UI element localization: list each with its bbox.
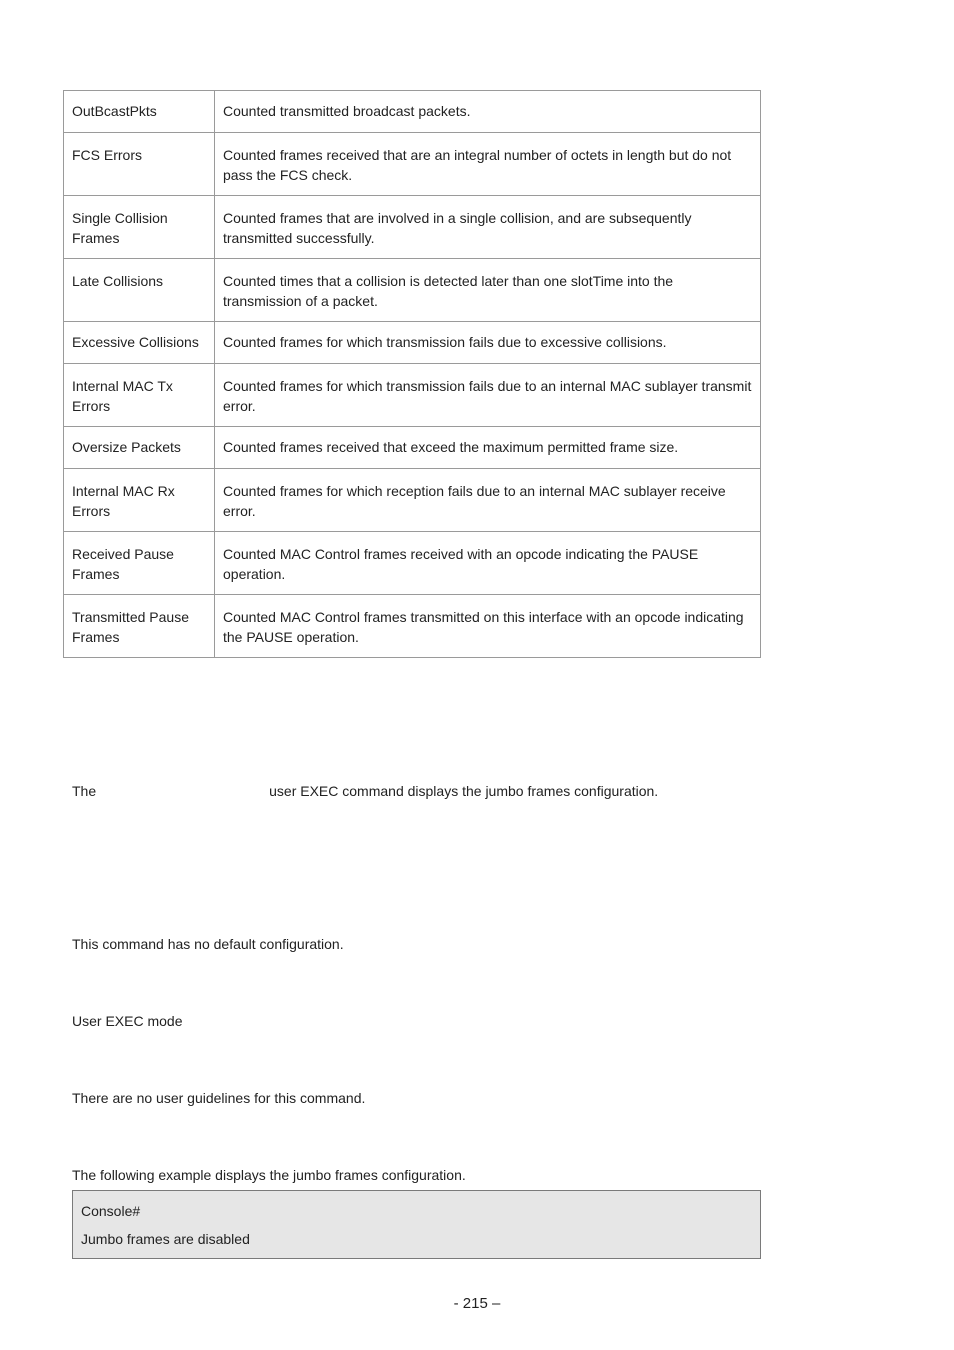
counter-description: Counted frames that are involved in a single collision, and are subsequently transmitted successfully. bbox=[215, 196, 761, 259]
counter-name: Late Collisions bbox=[64, 259, 215, 322]
command-intro-paragraph bbox=[72, 782, 658, 800]
counter-name: Internal MAC Tx Errors bbox=[64, 364, 215, 427]
table-row bbox=[64, 196, 761, 259]
table-row bbox=[64, 322, 761, 364]
command-mode-text: User EXEC mode bbox=[72, 1013, 183, 1029]
counter-description: Counted times that a collision is detected later than one slotTime into the transmission of a packet. bbox=[215, 259, 761, 322]
counter-name: Excessive Collisions bbox=[64, 322, 215, 364]
counter-name: Single Collision Frames bbox=[64, 196, 215, 259]
counter-description: Counted frames for which transmission fails due to an internal MAC sublayer transmit error. bbox=[215, 364, 761, 427]
counter-description: Counted frames received that are an integral number of octets in length but do not pass the FCS check. bbox=[215, 133, 761, 196]
table-row bbox=[64, 532, 761, 595]
intro-prefix: The bbox=[72, 783, 97, 799]
table-row bbox=[64, 595, 761, 658]
table-row bbox=[64, 469, 761, 532]
counter-description: Counted transmitted broadcast packets. bbox=[215, 91, 761, 133]
intro-suffix: user EXEC command displays the jumbo frames configuration. bbox=[269, 783, 659, 799]
counter-description: Counted frames for which transmission fails due to excessive collisions. bbox=[215, 322, 761, 364]
counter-name: Internal MAC Rx Errors bbox=[64, 469, 215, 532]
page-number: - 215 – bbox=[453, 1295, 501, 1312]
counter-name: OutBcastPkts bbox=[64, 91, 215, 133]
counter-description: Counted frames for which reception fails due to an internal MAC sublayer receive error. bbox=[215, 469, 761, 532]
table-row bbox=[64, 133, 761, 196]
code-line: Jumbo frames are disabled bbox=[81, 1231, 250, 1247]
example-intro-text: The following example displays the jumbo frames configuration. bbox=[72, 1167, 466, 1183]
table-row bbox=[64, 259, 761, 322]
counter-description: Counted frames received that exceed the maximum permitted frame size. bbox=[215, 427, 761, 469]
table-row bbox=[64, 91, 761, 133]
counter-table bbox=[63, 90, 761, 658]
table-row bbox=[64, 427, 761, 469]
default-configuration-text: This command has no default configuration. bbox=[72, 936, 344, 952]
user-guidelines-text: There are no user guidelines for this command. bbox=[72, 1090, 366, 1106]
counter-description: Counted MAC Control frames received with an opcode indicating the PAUSE operation. bbox=[215, 532, 761, 595]
counter-name: Transmitted Pause Frames bbox=[64, 595, 215, 658]
counter-name: Received Pause Frames bbox=[64, 532, 215, 595]
table-row bbox=[64, 364, 761, 427]
code-example-box bbox=[72, 1190, 761, 1259]
counter-description: Counted MAC Control frames transmitted on this interface with an opcode indicating the PAUSE operation. bbox=[215, 595, 761, 658]
counter-name: Oversize Packets bbox=[64, 427, 215, 469]
code-line: Console# bbox=[81, 1203, 141, 1219]
counter-name: FCS Errors bbox=[64, 133, 215, 196]
